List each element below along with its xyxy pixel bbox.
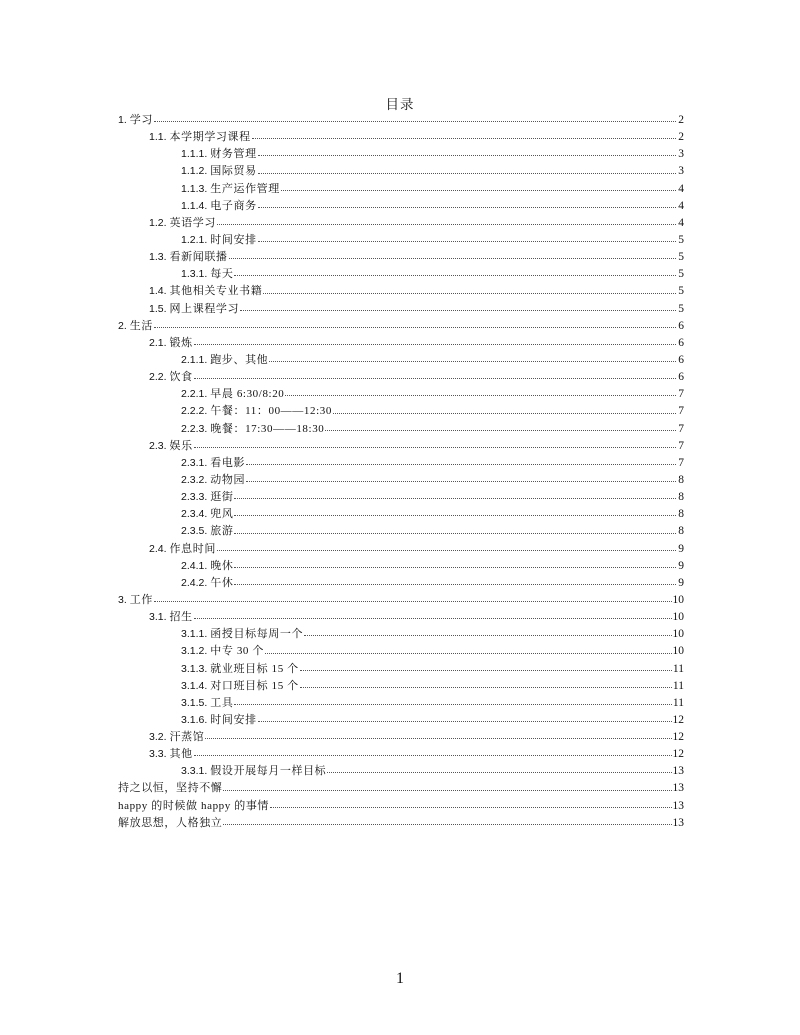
- toc-entry-page: 7: [678, 422, 684, 435]
- toc-entry-title: 早晨 6:30/8:20: [210, 388, 285, 401]
- toc-entry-title: 工作: [129, 593, 153, 606]
- toc-entry-number: 1.1.: [149, 131, 167, 144]
- toc-entry-page: 3: [678, 148, 684, 161]
- toc-entry-number: 1.: [118, 114, 127, 126]
- toc-entry-title: 本学期学习课程: [169, 131, 251, 144]
- toc-entry[interactable]: [118, 335, 684, 352]
- toc-entry-title: 其他相关专业书籍: [169, 285, 263, 298]
- toc-entry-page: 2: [678, 131, 684, 144]
- table-of-contents: [118, 112, 684, 832]
- toc-entry-number: 2.: [118, 319, 127, 332]
- toc-entry-title: 看电影: [210, 456, 246, 469]
- toc-entry-number: 2.2.1.: [181, 388, 208, 401]
- toc-entry-title: 娱乐: [169, 439, 193, 452]
- toc-entry[interactable]: [118, 815, 684, 832]
- toc-dot-leader: [234, 532, 676, 534]
- toc-entry-title: 工具: [210, 696, 234, 709]
- toc-entry-number: 3.1.6.: [181, 713, 208, 726]
- toc-entry-page: 6: [678, 319, 684, 332]
- toc-entry-title: 解放思想，人格独立: [118, 816, 223, 829]
- toc-entry[interactable]: [118, 232, 684, 249]
- toc-entry-title: 生活: [129, 319, 153, 332]
- toc-dot-leader: [327, 771, 671, 773]
- toc-dot-leader: [234, 497, 676, 499]
- toc-entry[interactable]: [118, 678, 684, 695]
- toc-entry-title: 招生: [169, 611, 193, 624]
- toc-entry-page: 8: [678, 491, 684, 504]
- toc-entry[interactable]: [118, 403, 684, 420]
- toc-entry-page: 8: [678, 473, 684, 486]
- toc-entry-number: 2.3.1.: [181, 456, 208, 469]
- toc-entry-title: 中专 30 个: [210, 645, 264, 658]
- toc-entry[interactable]: [118, 112, 684, 129]
- toc-dot-leader: [300, 686, 672, 688]
- toc-entry-page: 6: [678, 353, 684, 366]
- toc-entry-number: 2.2.3.: [181, 422, 208, 435]
- toc-entry[interactable]: [118, 575, 684, 592]
- toc-dot-leader: [205, 737, 671, 739]
- toc-entry-title: 持之以恒，坚持不懈: [118, 782, 223, 795]
- toc-entry-number: 1.2.1.: [181, 233, 208, 246]
- toc-entry-number: 3.3.: [149, 748, 167, 761]
- toc-entry[interactable]: [118, 695, 684, 712]
- toc-dot-leader: [333, 412, 676, 414]
- toc-entry-number: 2.3.: [149, 439, 167, 452]
- toc-entry[interactable]: [118, 283, 684, 300]
- toc-entry-page: 11: [672, 662, 684, 675]
- toc-entry[interactable]: [118, 780, 684, 797]
- toc-entry-number: 1.1.1.: [181, 148, 208, 161]
- toc-entry[interactable]: [118, 352, 684, 369]
- toc-entry[interactable]: [118, 146, 684, 163]
- toc-dot-leader: [265, 652, 672, 654]
- toc-entry-number: 1.2.: [149, 216, 167, 229]
- toc-entry-page: 5: [678, 302, 684, 315]
- toc-entry-page: 9: [678, 576, 684, 589]
- toc-entry[interactable]: [118, 609, 684, 626]
- toc-dot-leader: [246, 480, 676, 482]
- toc-entry-number: 1.1.3.: [181, 182, 208, 195]
- toc-dot-leader: [223, 823, 671, 825]
- toc-entry-number: 2.3.3.: [181, 491, 208, 504]
- toc-entry-title: 晚休: [210, 559, 234, 572]
- toc-entry-page: 2: [678, 114, 684, 126]
- toc-entry[interactable]: [118, 438, 684, 455]
- toc-entry[interactable]: [118, 455, 684, 472]
- toc-entry[interactable]: [118, 198, 684, 215]
- toc-entry-title: 电子商务: [210, 199, 257, 212]
- toc-entry-page: 13: [672, 816, 684, 829]
- toc-entry[interactable]: [118, 249, 684, 266]
- toc-title: 目录: [385, 97, 415, 112]
- toc-entry-page: 10: [672, 645, 684, 658]
- toc-entry-title: 跑步、其他: [210, 353, 269, 366]
- toc-entry-page: 7: [678, 388, 684, 401]
- toc-entry[interactable]: [118, 489, 684, 506]
- toc-entry-title: 兜风: [210, 508, 234, 521]
- toc-entry-title: 饮食: [169, 371, 193, 384]
- toc-dot-leader: [234, 514, 676, 516]
- toc-entry-number: 3.1.: [149, 611, 167, 624]
- toc-entry-number: 2.4.: [149, 542, 167, 555]
- toc-entry-number: 2.3.2.: [181, 473, 208, 486]
- toc-dot-leader: [229, 257, 676, 259]
- toc-entry-number: 1.5.: [149, 302, 167, 315]
- toc-dot-leader: [258, 720, 672, 722]
- toc-entry-title: 其他: [169, 748, 193, 761]
- toc-dot-leader: [234, 583, 676, 585]
- toc-dot-leader: [194, 754, 672, 756]
- toc-entry-title: 对口班目标 15 个: [210, 679, 299, 692]
- toc-dot-leader: [258, 206, 676, 208]
- toc-entry[interactable]: [118, 369, 684, 386]
- toc-entry[interactable]: [118, 318, 684, 335]
- toc-entry[interactable]: [118, 421, 684, 438]
- toc-entry-page: 6: [678, 336, 684, 349]
- toc-entry-title: 国际贸易: [210, 165, 257, 178]
- toc-dot-leader: [270, 806, 671, 808]
- toc-entry-number: 2.3.4.: [181, 508, 208, 521]
- toc-dot-leader: [269, 360, 676, 362]
- toc-entry-title: 看新闻联播: [169, 251, 228, 264]
- toc-entry-number: 3.: [118, 593, 127, 606]
- toc-entry[interactable]: [118, 763, 684, 780]
- page-number: 1: [396, 970, 404, 987]
- toc-entry-page: 7: [678, 439, 684, 452]
- toc-entry-number: 2.2.2.: [181, 405, 208, 418]
- toc-entry-title: 时间安排: [210, 233, 257, 246]
- toc-entry-page: 11: [672, 679, 684, 692]
- toc-dot-leader: [154, 600, 672, 602]
- toc-dot-leader: [223, 789, 671, 791]
- toc-entry-number: 2.1.1.: [181, 353, 208, 366]
- toc-entry-number: 2.2.: [149, 371, 167, 384]
- toc-entry-title: 晚餐：17:30——18:30: [210, 422, 325, 435]
- toc-entry-title: 英语学习: [169, 216, 216, 229]
- toc-entry-number: 2.3.5.: [181, 525, 208, 538]
- toc-entry[interactable]: [118, 163, 684, 180]
- toc-entry[interactable]: [118, 643, 684, 660]
- toc-dot-leader: [304, 634, 671, 636]
- toc-entry-number: 3.1.4.: [181, 679, 208, 692]
- toc-entry[interactable]: [118, 523, 684, 540]
- toc-dot-leader: [246, 463, 676, 465]
- toc-entry[interactable]: [118, 215, 684, 232]
- toc-entry-title: 作息时间: [169, 542, 216, 555]
- toc-entry-page: 10: [672, 611, 684, 624]
- toc-entry[interactable]: [118, 266, 684, 283]
- toc-entry-number: 1.4.: [149, 285, 167, 298]
- toc-entry-page: 13: [672, 799, 684, 812]
- toc-entry-title: 逛街: [210, 491, 234, 504]
- toc-dot-leader: [263, 292, 676, 294]
- toc-entry[interactable]: [118, 472, 684, 489]
- toc-entry-page: 12: [672, 748, 684, 761]
- toc-entry-title: 午休: [210, 576, 234, 589]
- toc-entry-page: 5: [678, 268, 684, 281]
- toc-entry-title: 就业班目标 15 个: [210, 662, 299, 675]
- toc-dot-leader: [285, 394, 676, 396]
- toc-entry-title: 函授目标每周一个: [210, 628, 304, 641]
- toc-dot-leader: [194, 446, 676, 448]
- toc-entry-page: 7: [678, 456, 684, 469]
- toc-entry-page: 4: [678, 199, 684, 212]
- toc-entry[interactable]: [118, 386, 684, 403]
- toc-dot-leader: [194, 343, 676, 345]
- toc-dot-leader: [234, 274, 676, 276]
- toc-entry-title: 学习: [129, 114, 153, 126]
- toc-entry-page: 5: [678, 251, 684, 264]
- toc-entry-page: 12: [672, 731, 684, 744]
- toc-entry-page: 11: [672, 696, 684, 709]
- toc-dot-leader: [281, 189, 676, 191]
- toc-entry-number: 3.3.1.: [181, 765, 208, 778]
- toc-entry[interactable]: [118, 798, 684, 815]
- toc-dot-leader: [258, 240, 676, 242]
- toc-entry-page: 5: [678, 233, 684, 246]
- toc-entry[interactable]: [118, 301, 684, 318]
- toc-entry-page: 10: [672, 593, 684, 606]
- toc-entry-page: 7: [678, 405, 684, 418]
- toc-dot-leader: [217, 549, 676, 551]
- toc-entry[interactable]: [118, 626, 684, 643]
- toc-entry[interactable]: [118, 541, 684, 558]
- toc-entry-title: happy 的时候做 happy 的事情: [118, 799, 270, 812]
- toc-entry-title: 财务管理: [210, 148, 257, 161]
- toc-dot-leader: [194, 617, 672, 619]
- toc-entry-page: 13: [672, 782, 684, 795]
- toc-entry-number: 1.3.1.: [181, 268, 208, 281]
- toc-entry-number: 1.1.4.: [181, 199, 208, 212]
- toc-entry[interactable]: [118, 129, 684, 146]
- toc-entry-page: 9: [678, 559, 684, 572]
- toc-dot-leader: [234, 703, 671, 705]
- toc-entry-number: 3.1.5.: [181, 696, 208, 709]
- toc-entry-page: 12: [672, 713, 684, 726]
- toc-entry-page: 13: [672, 765, 684, 778]
- toc-entry-page: 10: [672, 628, 684, 641]
- toc-entry-title: 网上课程学习: [169, 302, 240, 315]
- toc-dot-leader: [300, 669, 672, 671]
- toc-entry[interactable]: [118, 558, 684, 575]
- toc-entry-page: 8: [678, 508, 684, 521]
- toc-entry-number: 1.1.2.: [181, 165, 208, 178]
- toc-entry-title: 汗蒸馆: [169, 731, 205, 744]
- toc-entry-number: 3.1.1.: [181, 628, 208, 641]
- toc-entry[interactable]: [118, 661, 684, 678]
- toc-entry-number: 2.1.: [149, 336, 167, 349]
- toc-dot-leader: [154, 120, 676, 122]
- toc-entry[interactable]: [118, 506, 684, 523]
- toc-entry-title: 午餐：11：00——12:30: [210, 405, 332, 418]
- toc-entry-number: 1.3.: [149, 251, 167, 264]
- toc-entry-title: 每天: [210, 268, 234, 281]
- toc-dot-leader: [154, 326, 676, 328]
- toc-dot-leader: [217, 223, 676, 225]
- toc-entry-number: 2.4.1.: [181, 559, 208, 572]
- toc-entry-page: 6: [678, 371, 684, 384]
- toc-entry-page: 9: [678, 542, 684, 555]
- toc-entry-title: 生产运作管理: [210, 182, 280, 195]
- toc-dot-leader: [194, 377, 676, 379]
- toc-entry-number: 2.4.2.: [181, 576, 208, 589]
- toc-entry-page: 8: [678, 525, 684, 538]
- toc-entry[interactable]: [118, 746, 684, 763]
- toc-entry[interactable]: [118, 592, 684, 609]
- toc-entry[interactable]: [118, 712, 684, 729]
- toc-entry[interactable]: [118, 181, 684, 198]
- toc-entry-page: 5: [678, 285, 684, 298]
- toc-entry[interactable]: [118, 729, 684, 746]
- toc-entry-number: 3.1.2.: [181, 645, 208, 658]
- toc-dot-leader: [258, 154, 676, 156]
- toc-entry-number: 3.2.: [149, 731, 167, 744]
- toc-entry-title: 假设开展每月一样目标: [210, 765, 327, 778]
- toc-entry-number: 3.1.3.: [181, 662, 208, 675]
- toc-entry-title: 动物园: [210, 473, 246, 486]
- toc-dot-leader: [325, 429, 676, 431]
- toc-dot-leader: [252, 137, 676, 139]
- toc-entry-title: 锻炼: [169, 336, 193, 349]
- toc-entry-page: 4: [678, 182, 684, 195]
- toc-entry-title: 旅游: [210, 525, 234, 538]
- toc-dot-leader: [258, 172, 676, 174]
- toc-entry-title: 时间安排: [210, 713, 257, 726]
- toc-entry-page: 3: [678, 165, 684, 178]
- toc-dot-leader: [240, 309, 676, 311]
- toc-entry-page: 4: [678, 216, 684, 229]
- toc-dot-leader: [234, 566, 676, 568]
